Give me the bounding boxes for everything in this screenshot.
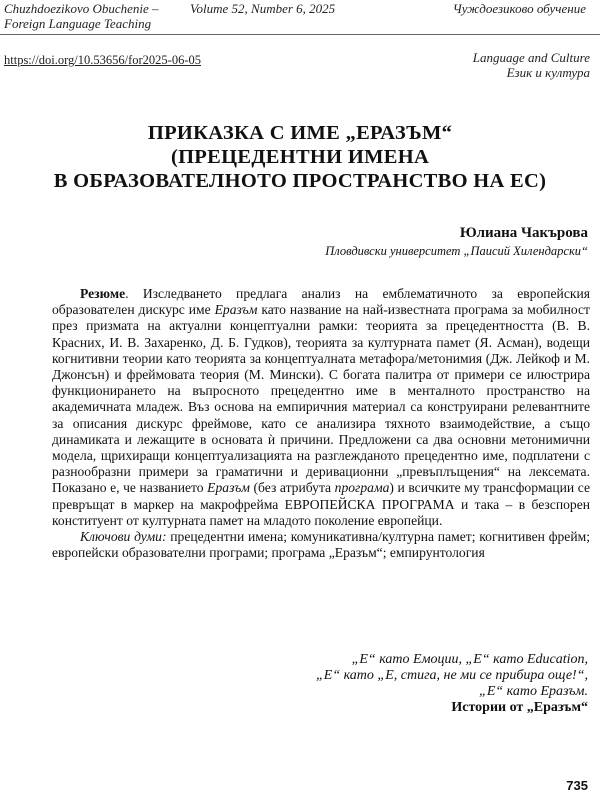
keywords-paragraph [52,529,590,561]
running-header [0,0,600,35]
article-title [0,121,600,193]
section-label [473,50,590,80]
abstract-text: ) и всичките му трансформации се превръщат в маркер на макрофрейма ЕВРОПЕЙСКА ПРОГРАМА и така – в безспорен конституент от културната памет на младото поколение европейци. [52,480,590,528]
author-affiliation: Пловдивски университет „Паисий Хилендарски“ [325,244,588,258]
page-number: 735 [566,778,588,793]
keywords-label: Ключови думи: [80,529,167,545]
section-label-bg: Език и култура [506,65,590,80]
volume-info: Volume 52, Number 6, 2025 [190,1,336,16]
abstract-label: Резюме [80,286,126,301]
abstract-text: . Изследването предлага анализ на емблематичното за европейския образователен дискурс име [52,286,590,318]
author-name: Юлиана Чакърова [459,225,588,241]
abstract-text: (без атрибута [249,480,335,496]
epigraph-line3: „Е“ като Еразъм. [479,684,588,699]
journal-name-line1: Chuzhdoezikovo Obuchenie – [4,1,159,16]
epigraph-line2: „Е“ като „Е, стига, не ми се прибира още!“, [315,668,588,683]
title-line2: (ПРЕЦЕДЕНТНИ ИМЕНА [170,146,430,168]
title-line1: ПРИКАЗКА С ИМЕ „ЕРАЗЪМ“ [147,122,453,144]
abstract-text: като название на най-известната програма за мобилност през призмата на актуални концептуални рамки: теорията за прецедентността (В. В. Красних, И. В. Захаренко, Д. Б. Гудков), теорията за културната памет (Я. Асман), водещи когнитивни теории като теорията за концептуалната метафора/метонимия (Дж. Лейкоф и М. Джонсън) и фреймовата теория (М. Мински). С богата палитра от примери се илюстрира функционирането на въпросното прецедентно име в менталното пространство на академичната младеж. Въз основа на емпиричния материал са конструирани релевантните за описания дискурс фреймове, като се анализира тяхното взаимодействие, а също динамиката и лежащите в основата ѝ причини. Предложени са два основни метонимични модела, щрихиращи концептуализацията на разглежданото прецедентно име, подплатени с разнообразни примери за граматични и деривационни „превъплъщения“ на лексемата. Показано е, че названието [52,302,590,496]
abstract-italic-term: Еразъм [207,480,250,496]
section-label-en: Language and Culture [472,50,590,65]
abstract-italic-term: програма [334,480,390,496]
journal-name [4,1,159,31]
journal-name-line2: Foreign Language Teaching [4,16,152,31]
abstract-italic-term: Еразъм [214,302,258,318]
title-line3: В ОБРАЗОВАТЕЛНОТО ПРОСТРАНСТВО НА ЕС) [53,170,547,192]
journal-name-bg: Чуждоезиково обучение [452,1,586,16]
abstract-paragraph [52,286,590,529]
epigraph-source: Истории от „Еразъм“ [451,700,588,715]
keywords-text: прецедентни имена; комуникативна/културна памет; когнитивен фрейм; европейски образователни програми; програма „Еразъм“; емпирунтология [52,529,590,561]
epigraph-line1: „Е“ като Емоции, „Е“ като Education, [351,652,588,667]
abstract [52,286,590,561]
epigraph [316,652,588,716]
doi-link[interactable]: https://doi.org/10.53656/for2025-06-05 [4,53,201,67]
